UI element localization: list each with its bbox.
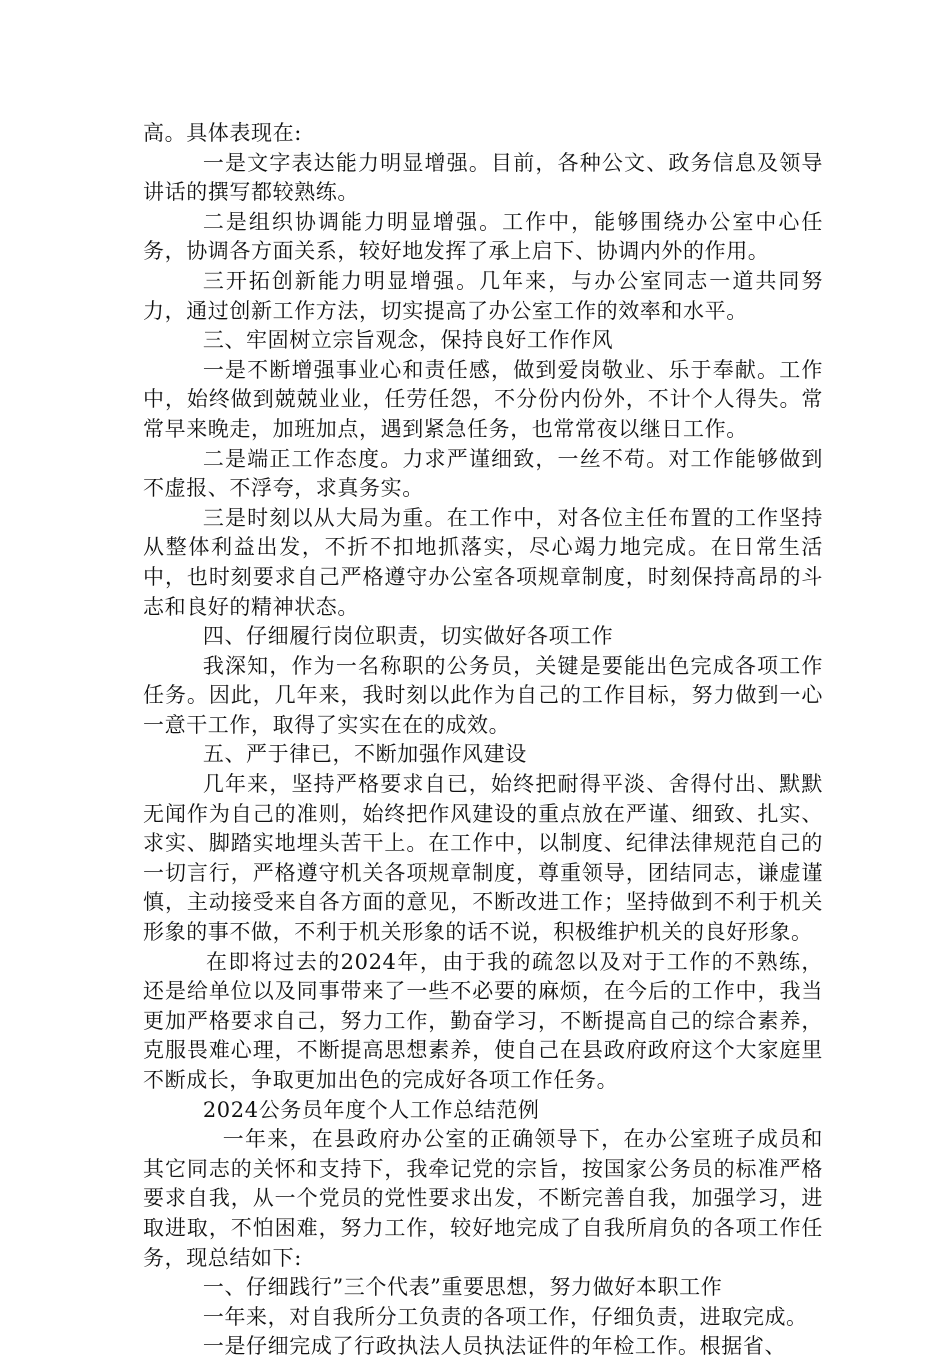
paragraph: 一是不断增强事业心和责任感，做到爱岗敬业、乐于奉献。工作中，始终做到兢兢业业，任劳任怨，不分份内份外，不计个人得失。常常早来晚走，加班加点，遇到紧急任务，也常常夜以继日工作。 (143, 357, 823, 441)
paragraph: 我深知，作为一名称职的公务员，关键是要能出色完成各项工作任务。因此，几年来，我时刻以此作为自己的工作目标，努力做到一心一意干工作，取得了实实在在的成效。 (143, 653, 823, 737)
paragraph: 一是文字表达能力明显增强。目前，各种公文、政务信息及领导讲话的撰写都较熟练。 (143, 150, 823, 205)
section-heading: 三、牢固树立宗旨观念，保持良好工作作风 (202, 328, 614, 353)
section-heading: 四、仔细履行岗位职责，切实做好各项工作 (202, 624, 614, 649)
paragraph: 一年来，在县政府办公室的正确领导下，在办公室班子成员和其它同志的关怀和支持下，我牵记党的宗旨，按国家公务员的标准严格要求自我，从一个党员的党性要求出发，不断完善自我，加强学习，进取进取，不怕困难，努力工作，较好地完成了自我所肩负的各项工作任务，现总结如下: (143, 1127, 823, 1270)
paragraph: 一是仔细完成了行政执法人员执法证件的年检工作。根据省、 (202, 1334, 787, 1359)
paragraph: 二是端正工作态度。力求严谨细致，一丝不苟。对工作能够做到不虚报、不浮夸，求真务实。 (143, 446, 823, 501)
document-body (143, 119, 823, 1362)
paragraph: 三开拓创新能力明显增强。几年来，与办公室同志一道共同努力，通过创新工作方法，切实提高了办公室工作的效率和水平。 (143, 268, 823, 323)
section-heading: 五、严于律已，不断加强作风建设 (202, 742, 527, 767)
document-title: 2024公务员年度个人工作总结范例 (202, 1097, 540, 1122)
paragraph: 高。具体表现在: (143, 121, 302, 145)
paragraph: 在即将过去的2024年，由于我的疏忽以及对于工作的不熟练，还是给单位以及同事带来了一些不必要的麻烦，在今后的工作中，我当更加严格要求自己，努力工作，勤奋学习，不断提高自己的综合素养，克服畏难心理，不断提高思想素养，使自己在县政府政府这个大家庭里不断成长，争取更加出色的完成好各项工作任务。 (143, 949, 823, 1092)
section-heading: 一、仔细践行”三个代表”重要思想，努力做好本职工作 (202, 1275, 723, 1300)
paragraph: 二是组织协调能力明显增强。工作中，能够围绕办公室中心任务，协调各方面关系，较好地发挥了承上启下、协调内外的作用。 (143, 209, 823, 264)
paragraph: 三是时刻以从大局为重。在工作中，对各位主任布置的工作坚持从整体利益出发，不折不扣地抓落实，尽心竭力地完成。在日常生活中，也时刻要求自己严格遵守办公室各项规章制度，时刻保持高昂的斗志和良好的精神状态。 (143, 505, 823, 619)
paragraph: 一年来，对自我所分工负责的各项工作，仔细负责，进取完成。 (202, 1304, 808, 1329)
paragraph: 几年来，坚持严格要求自已，始终把耐得平淡、舍得付出、默默无闻作为自己的准则，始终把作风建设的重点放在严谨、细致、扎实、求实、脚踏实地埋头苦干上。在工作中，以制度、纪律法律规范自己的一切言行，严格遵守机关各项规章制度，尊重领导，团结同志，谦虚谨慎，主动接受来自各方面的意见，不断改进工作；坚持做到不利于机关形象的事不做，不利于机关形象的话不说，积极维护机关的良好形象。 (143, 772, 823, 945)
